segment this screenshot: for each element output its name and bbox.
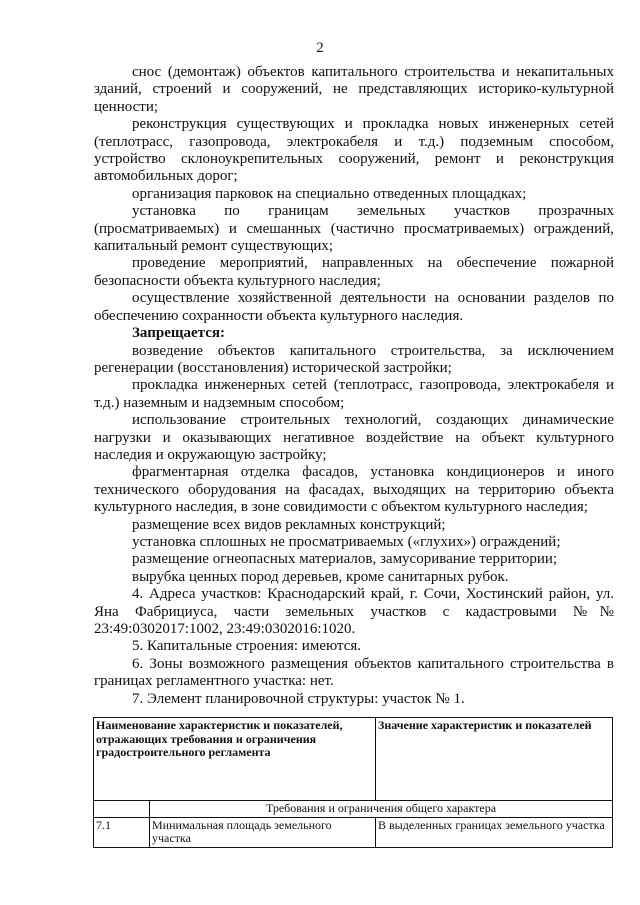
regulation-table [93,717,613,848]
page-number: 2 [316,40,324,56]
table-header-characteristics: Наименование характеристик и показателей, отражающих требования и ограничения градостроительного регламента [94,718,376,801]
table-header-values: Значение характеристик и показателей [376,718,613,801]
paragraph-no-construction: возведение объектов капитального строительства, за исключением регенерации (восстановления) исторической застройки; [94,342,614,376]
paragraph-fences: установка по границам земельных участков прозрачных (просматриваемых) и смешанных (частично просматриваемых) ограждений, капитальный ремонт существующих; [94,203,614,255]
paragraph-placement-zones: 6. Зоны возможного размещения объектов капитального строительства в границах регламентного участка: нет. [94,655,614,690]
table-row [94,817,613,847]
table-section-title: Требования и ограничения общего характера [150,801,613,818]
paragraph-no-tree-cutting: вырубка ценных пород деревьев, кроме санитарных рубок. [132,568,509,585]
paragraph-no-surface-networks: прокладка инженерных сетей (теплотрасс, газопровода, электрокабеля и т.д.) наземным и надземным способом; [94,377,614,411]
table-section-row [94,801,613,818]
paragraph-no-flammables: размещение огнеопасных материалов, замусоривание территории; [132,551,558,568]
document-body [94,64,614,708]
paragraph-addresses: 4. Адреса участков: Краснодарский край, г. Сочи, Хостинский район, ул. Яна Фабрициуса, части земельных участков с кадастровыми №№ 23:49:0302017:1002, 23:49:0302016:1020. [94,586,614,637]
table-row-value: В выделенных границах земельного участка [376,817,613,847]
paragraph-no-advertising: размещение всех видов рекламных конструкций; [132,516,446,533]
table-row-number: 7.1 [94,817,150,847]
paragraph-economic-activity: осуществление хозяйственной деятельности на основании разделов по обеспечению сохранности объекта культурного наследия. [94,290,614,324]
paragraph-no-solid-fences: установка сплошных не просматриваемых («глухих») ограждений; [132,533,561,550]
paragraph-fire-safety: проведение мероприятий, направленных на обеспечение пожарной безопасности объекта культурного наследия; [94,255,614,289]
paragraph-demolition: снос (демонтаж) объектов капитального строительства и некапитальных зданий, строений и сооружений, не представляющих историко-культурной ценности; [94,64,614,115]
table-section-spacer [94,801,150,818]
paragraph-no-dynamic-loads: использование строительных технологий, создающих динамические нагрузки и оказывающих негативное воздействие на объект культурного наследия и окружающую застройку; [94,412,614,463]
prohibited-heading: Запрещается: [132,325,226,342]
paragraph-parking: организация парковок на специально отведенных площадках; [132,185,527,202]
paragraph-reconstruction-networks: реконструкция существующих и прокладка новых инженерных сетей (теплотрасс, газопровода, электрокабеля и т.д.) подземным способом, устройство склоноукрепительных сооружений, ремонт и реконструкция автомобильных дорог; [94,116,614,185]
paragraph-planning-element: 7. Элемент планировочной структуры: участок № 1. [132,690,465,707]
paragraph-capital-buildings: 5. Капитальные строения: имеются. [132,638,362,655]
table-header-row [94,718,613,801]
table-row-name: Минимальная площадь земельного участка [150,817,376,847]
paragraph-no-facade-equipment: фрагментарная отделка фасадов, установка кондиционеров и иного технического оборудования на фасадах, выходящих на территорию объекта культурного наследия, в зоне совидимости с объектом культурного наследия; [94,464,614,516]
